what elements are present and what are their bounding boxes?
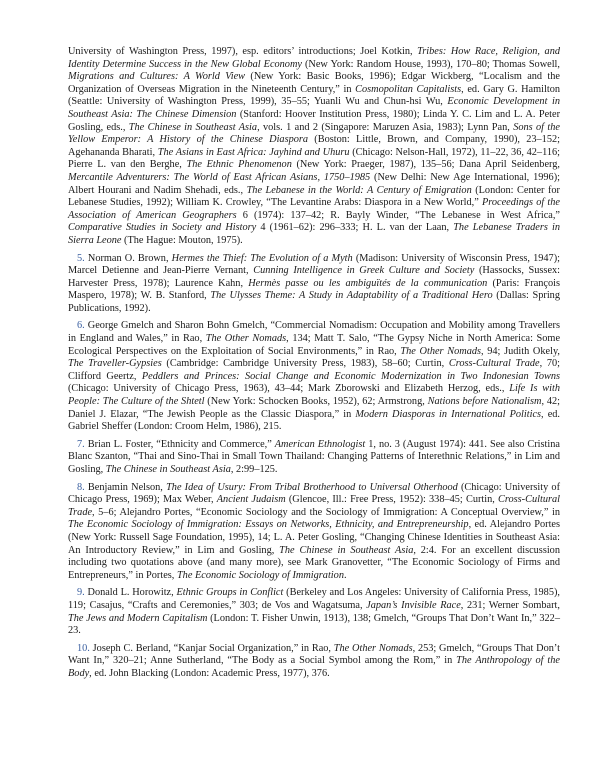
- note-text: (Madison: University of Wisconsin Press, 1947); Marcel Detienne and Jean-Pierre Vernant,: [68, 252, 560, 277]
- note-text: (London: T. Fisher Unwin, 1913), 138; Gmelch, “Groups That Don’t Want In,” 322–23.: [68, 612, 560, 637]
- italic-title: Japan’s Invisible Race: [366, 599, 461, 611]
- note-text: , ed. John Blacking (London: Academic Press, 1977), 376.: [89, 667, 330, 679]
- note-text: (New York: Basic Books, 1996); Edgar Wickberg, “Localism and the Organization of Overseas Migration in the Nineteenth Century,” in: [68, 71, 560, 95]
- italic-title: Hermès passe ou les ambiguïtés de la communication: [248, 277, 488, 289]
- note-text: (Boston: Little, Brown, and Company, 1990), 23–152; Agehananda Bharati,: [68, 134, 560, 158]
- note-text: Donald L. Horowitz,: [84, 587, 177, 599]
- note-7: [68, 439, 560, 477]
- note-text: , 42; Daniel J. Elazar, “The Jewish People as the Classic Diaspora,” in: [68, 396, 560, 420]
- italic-title: The Ethnic Phenomenon: [186, 159, 292, 171]
- italic-title: Life Is with People: The Culture of the Shtetl: [68, 383, 560, 408]
- note-text: , 70; Clifford Geertz,: [68, 358, 560, 382]
- note-text: (Chicago: University of Chicago Press, 1963), 43–44; Mark Zborowski and Elizabeth Herzog, eds.,: [68, 383, 510, 395]
- italic-title: The Chinese in Southeast Asia: [105, 464, 231, 475]
- italic-title: Ancient Judaism: [216, 494, 286, 506]
- italic-title: Comparative Studies in Society and History: [68, 222, 257, 234]
- italic-title: The Ulysses Theme: A Study in Adaptability of a Traditional Hero: [210, 290, 493, 302]
- note-text: Benjamin Nelson,: [84, 481, 167, 493]
- note-text: (Chicago: Nelson-Hall, 1972), 11–22, 36, 42–116; Pierre L. van den Berghe,: [68, 146, 560, 171]
- note-number: 8.: [77, 481, 85, 493]
- italic-title: Economic Development in Southeast Asia: The Chinese Dimension: [68, 96, 560, 120]
- note-text: , 253; Gmelch, “Groups That Don’t Want In,” 320–21; Anne Sutherland, “The Body as a Social Symbol among the Rom,” in: [68, 642, 560, 667]
- note-text: (Dallas: Spring Publications, 1992).: [68, 290, 560, 314]
- note-number: 6.: [77, 320, 85, 332]
- note-text: .: [343, 569, 347, 581]
- note-text: , 2:4. For an excellent discussion including two quotations above (and many more), see Mark Granovetter, “The Economic Sociology of Firms and Entrepreneurs,” in Portes,: [68, 544, 560, 581]
- note-text: , vols. 1 and 2 (Singapore: Maruzen Asia, 1983); Lynn Pan,: [257, 121, 514, 133]
- note-text: , 2:99–125.: [230, 464, 278, 475]
- note-text: Norman O. Brown,: [84, 252, 172, 264]
- italic-title: The Chinese in Southeast Asia: [279, 544, 414, 556]
- note-text: (Chicago: University of Chicago Press, 1969); Max Weber,: [68, 481, 560, 506]
- italic-title: Ethnic Groups in Conflict: [176, 587, 284, 599]
- note-text: (Cambridge: Cambridge University Press, 1983), 58–60; Curtin,: [161, 358, 449, 370]
- italic-title: Cunning Intelligence in Greek Culture and Society: [253, 265, 475, 277]
- footnotes-page: [68, 46, 560, 686]
- note-text: (Glencoe, Ill.: Free Press, 1952): 338–45; Curtin,: [285, 494, 498, 506]
- note-text: , 134; Matt T. Salo, “The Gypsy Niche in North America: Some Ecological Perspectives on the Exploitation of Social Environments,” in Rao,: [68, 333, 561, 357]
- note-number: 10.: [77, 642, 90, 654]
- note-text: , 5–6; Alejandro Portes, “Economic Sociology and the Sociology of Immigration: A Conceptual Overview,” in: [92, 506, 560, 518]
- note-text: (London: Center for Lebanese Studies, 1992); William K. Crowley, “The Levantine Arabs: Diaspora in a New World,”: [68, 184, 560, 209]
- note-text: , 231; Werner Sombart,: [460, 599, 560, 611]
- note-text: 1, no. 3 (August 1974): 441. See also Cristina Blanc Szanton, “Thai and Sino-Thai in Small Town Thailand: Changing Patterns of Interethnic Relations,” in Lim and Gosling,: [68, 438, 560, 475]
- italic-title: Peddlers and Princes: Social Change and Economic Modernization in Two Indonesian Towns: [141, 370, 560, 382]
- note-text: (New York: Praeger, 1987), 135–56; Dana April Seidenberg,: [291, 159, 560, 171]
- note-5: [68, 253, 560, 316]
- note-continuation: [68, 46, 560, 248]
- italic-title: The Chinese in Southeast Asia: [128, 121, 258, 133]
- italic-title: Cosmopolitan Capitalists: [355, 83, 462, 95]
- italic-title: Hermes the Thief: The Evolution of a Myth: [171, 252, 353, 264]
- note-text: , ed. Alejandro Portes (New York: Russell Sage Foundation, 1995), 14; L. A. Peter Gosling, “Changing Chinese Identities in Southeast Asia: An Introductory Review,” in Lim and Gosling,: [68, 519, 561, 556]
- italic-title: Modern Diasporas in International Politics: [355, 408, 542, 420]
- note-text: (The Hague: Mouton, 1975).: [121, 234, 243, 246]
- italic-title: Cross-Cultural Trade: [448, 358, 540, 370]
- italic-title: The Other Nomads: [333, 642, 413, 654]
- note-8: [68, 482, 560, 583]
- note-6: [68, 320, 560, 433]
- note-text: (Stanford: Hoover Institution Press, 1980); Linda Y. C. Lim and L. A. Peter Gosling, eds.,: [68, 108, 560, 133]
- italic-title: The Other Nomads: [205, 333, 287, 345]
- note-text: Joseph C. Berland, “Kanjar Social Organization,” in Rao,: [89, 642, 334, 654]
- italic-title: Tribes: How Race, Religion, and Identity Determine Success in the New Global Economy: [68, 46, 560, 70]
- italic-title: Proceedings of the Association of American Geographers: [68, 197, 560, 221]
- italic-title: Nations before Nationalism: [427, 396, 542, 408]
- italic-title: American Ethnologist: [274, 438, 366, 450]
- note-text: Brian L. Foster, “Ethnicity and Commerce,”: [84, 438, 275, 450]
- italic-title: Sons of the Yellow Emperor: A History of the Chinese Diaspora: [68, 121, 560, 146]
- italic-title: Migrations and Cultures: A World View: [68, 71, 246, 83]
- note-text: (Paris: François Maspero, 1978); W. B. Stanford,: [68, 277, 561, 302]
- note-number: 9.: [77, 587, 85, 599]
- note-text: (Berkeley and Los Angeles: University of California Press, 1985), 119; Casajus, “Crafts and Ceremonies,” 303; de Vos and Wagatsuma,: [68, 587, 560, 611]
- note-text: , ed. Gabriel Sheffer (London: Croom Helm, 1986), 215.: [68, 408, 560, 433]
- note-number: 7.: [77, 438, 85, 450]
- note-10: [68, 643, 560, 681]
- note-text: , ed. Gary G. Hamilton (Seattle: University of Washington Press, 1999), 35–55; Yuanli Wu and Chun-hsi Wu,: [68, 83, 561, 108]
- italic-title: Mercantile Adventurers: The World of East African Asians, 1750–1985: [68, 171, 371, 183]
- italic-title: The Jews and Modern Capitalism: [68, 612, 208, 624]
- note-text: 4 (1961–62): 296–333; H. L. van der Laan,: [256, 222, 454, 234]
- note-number: 5.: [77, 252, 85, 264]
- italic-title: The Other Nomads: [400, 345, 481, 357]
- note-text: (Hassocks, Sussex: Harvester Press, 1978); Laurence Kahn,: [68, 265, 561, 289]
- italic-title: The Economic Sociology of Immigration: [176, 569, 344, 581]
- note-text: (New Delhi: New Age International, 1996); Albert Hourani and Nadim Shehadi, eds.,: [68, 171, 560, 196]
- note-text: , 94; Judith Okely,: [481, 345, 560, 357]
- note-text: University of Washington Press, 1997), esp. editors’ introductions; Joel Kotkin,: [68, 46, 418, 57]
- italic-title: The Lebanese Traders in Sierra Leone: [68, 222, 560, 246]
- italic-title: The Economic Sociology of Immigration: Essays on Networks, Ethnicity, and Entrepreneurship: [68, 519, 469, 531]
- italic-title: The Idea of Usury: From Tribal Brotherhood to Universal Otherhood: [166, 481, 458, 493]
- note-text: (New York: Schocken Books, 1952), 62; Armstrong,: [204, 396, 428, 408]
- italic-title: The Lebanese in the World: A Century of Emigration: [246, 184, 472, 196]
- note-text: George Gmelch and Sharon Bohn Gmelch, “Commercial Nomadism: Occupation and Mobility among Travellers in England and Wales,” in Rao,: [68, 320, 560, 345]
- italic-title: The Asians in East Africa: Jayhind and Uhuru: [157, 146, 350, 158]
- note-text: (New York: Random House, 1993), 170–80; Thomas Sowell,: [301, 58, 560, 70]
- italic-title: The Anthropology of the Body: [68, 655, 560, 679]
- note-9: [68, 587, 560, 637]
- italic-title: The Traveller-Gypsies: [68, 358, 162, 370]
- italic-title: Cross-Cultural Trade: [68, 494, 560, 518]
- note-text: 6 (1974): 137–42; R. Bayly Winder, “The Lebanese in West Africa,”: [236, 209, 560, 221]
